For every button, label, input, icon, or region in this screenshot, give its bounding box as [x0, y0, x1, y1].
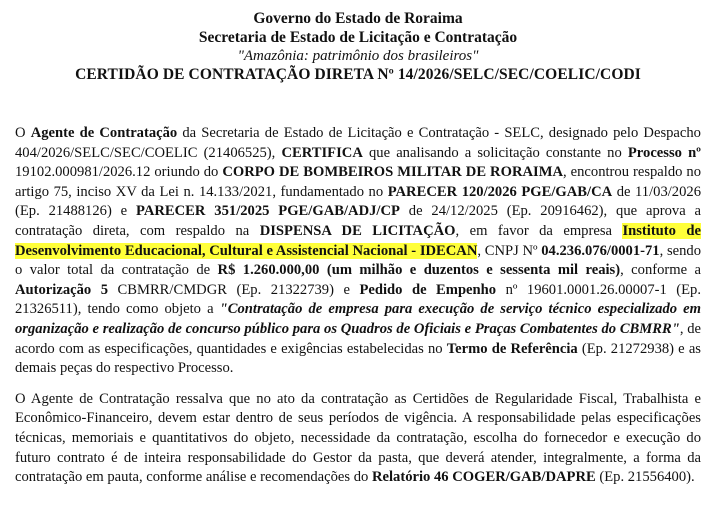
requesting-organ: CORPO DE BOMBEIROS MILITAR DE RORAIMA — [222, 164, 564, 181]
document-body — [15, 124, 701, 488]
document-title: CERTIDÃO DE CONTRATAÇÃO DIRETA Nº 14/2026/SELC/SEC/COELIC/CODI — [75, 66, 641, 83]
secretariat-name: Secretaria de Estado de Licitação e Contratação — [198, 29, 518, 46]
contract-value: R$ 1.260.000,00 (um milhão e duzentos e sessenta mil reais) — [217, 262, 621, 279]
certifica-label: CERTIFICA — [281, 144, 363, 161]
text-run: de 11/03/2026 (Ep. 21488126) e — [15, 183, 701, 220]
termo-referencia-label: Termo de Referência — [446, 340, 578, 357]
text-run: (Ep. 21272938) e as demais peças do respectivo Processo. — [15, 340, 701, 377]
process-label: Processo nº — [627, 144, 701, 161]
text-run: 19102.000981/2026.12 oriundo do — [15, 164, 223, 181]
paragraph-certification — [15, 124, 701, 379]
text-run: O Agente de Contratação ressalva que no ato da contratação as Certidões de Regularidade Fiscal, Trabalhista e Econômico-Financeiro, devem estar dentro de seus períodos de vigência. A responsabilidade pelas especificações técnicas, memoriais e quantitativos do objeto, necessidade da contratação, escolha do fornecedor e execução do futuro contrato é de inteira responsabilidade do Gestor da pasta, que deverá atender, integralmente, a forma da contratação em pauta, conforme análise e recomendações do — [15, 390, 701, 486]
text-run: , conforme a — [620, 262, 701, 279]
state-motto: "Amazônia: patrimônio dos brasileiros" — [237, 48, 479, 64]
text-run: , sendo o valor total da contratação de — [15, 242, 701, 279]
text-run: , em favor da empresa — [455, 222, 623, 239]
text-run: que analisando a solicitação constante no — [362, 144, 628, 161]
pedido-empenho-label: Pedido de Empenho — [359, 281, 497, 298]
cnpj-number: 04.236.076/0001-71 — [541, 242, 660, 259]
parecer-120: PARECER 120/2026 PGE/GAB/CA — [387, 183, 613, 200]
government-name: Governo do Estado de Roraima — [253, 10, 463, 27]
report-label: Relatório 46 COGER/GAB/DAPRE — [371, 469, 596, 486]
parecer-351: PARECER 351/2025 PGE/GAB/ADJ/CP — [136, 203, 400, 220]
contract-object: "Contratação de empresa para execução de serviço técnico especializado em organização e realização de concurso público para os Quadros de Oficiais e Praças Combatentes do CBMRR" — [15, 301, 701, 337]
text-run: , encontrou respaldo no artigo 75, inciso XV da Lei n. 14.133/2021, fundamentado no — [15, 164, 701, 200]
dispensa-label: DISPENSA DE LICITAÇÃO — [259, 222, 456, 239]
text-run: , CNPJ Nº — [477, 242, 542, 259]
text-run: de 24/12/2025 (Ep. 20916462), que aprova a contratação direta, com respaldo na — [15, 203, 701, 239]
authorization-label: Autorização 5 — [15, 281, 108, 298]
agent-label: Agente de Contratação — [30, 125, 178, 141]
text-run: nº 19601.0001.26.00007-1 (Ep. 21326511), tendo como objeto a — [15, 281, 701, 318]
text-run: , de acordo com as especificações, quantidades e exigências estabelecidas no — [15, 320, 701, 357]
text-run: (Ep. 21556400). — [595, 469, 695, 486]
paragraph-reservation — [15, 390, 701, 488]
text-run: da Secretaria de Estado de Licitação e Contratação - SELC, designado pelo Despacho 404/2026/SELC/SEC/COELIC (21406525), — [15, 125, 701, 161]
text-run: O — [15, 125, 31, 141]
highlighted-company-name: Instituto de Desenvolvimento Educacional, Cultural e Assistencial Nacional - IDECAN — [15, 222, 702, 259]
text-run: CBMRR/CMDGR (Ep. 21322739) e — [108, 281, 360, 298]
document-header — [0, 0, 716, 84]
